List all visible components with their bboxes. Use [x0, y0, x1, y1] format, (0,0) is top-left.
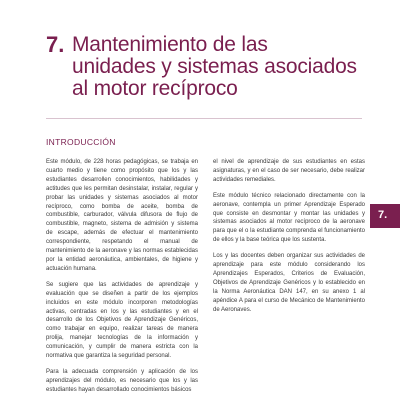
paragraph: Este módulo, de 228 horas pedagógicas, se trabaja en cuarto medio y tiene como propósito que los y las estudiantes desarrollen conocimientos, habilidades y actitudes que les permitan desinstalar, instalar, regular y probar las unidades y sistemas asociados al motor recíproco, como bomba de aceite, bomba de combustible, carburador, válvula difusora de flujo de combustible, magneto, sistema de admisión y sistema de escape, además de efectuar el mantenimiento correspondiente, respetando el manual de mantenimiento de la aeronave y las normas establecidas por la entidad aeronáutica, ambientales, de higiene y actuación humana. — [46, 159, 198, 272]
chapter-title-line-3: al motor recíproco — [72, 77, 238, 100]
chapter-title — [72, 34, 392, 100]
side-tab-label: 7. — [378, 209, 388, 221]
paragraph: Se sugiere que las actividades de aprendizaje y evaluación que se diseñen a partir de los ejemplos incluidos en este módulo incorporen metodologías activas, centradas en los y las estudiantes y en el desarrollo de los Objetivos de Aprendizaje Genéricos, como trabajar en equipo, realizar tareas de manera prolija, manejar tecnologías de la información y comunicación, y cumplir de manera estricta con la normativa que garantiza la seguridad personal. — [46, 281, 198, 360]
chapter-number: 7. — [46, 32, 65, 57]
left-column — [46, 158, 198, 402]
right-column — [213, 158, 365, 322]
paragraph: el nivel de aprendizaje de sus estudiantes en estas asignaturas, y en el caso de ser necesario, debe realizar actividades remediales. — [213, 159, 365, 183]
paragraph: Para la adecuada comprensión y aplicación de los aprendizajes del módulo, es necesario que los y las estudiantes hayan desarrollado conocimientos básicos — [46, 368, 198, 393]
paragraph: Los y las docentes deben organizar sus actividades de aprendizaje para este módulo considerando los Aprendizajes Esperados, Criterios de Evaluación, Objetivos de Aprendizaje Genéricos y lo establecido en la Norma Aeronáutica DAN 147, en su anexo 1 al apéndice A para el curso de Mecánico de Mantenimiento de Aeronaves. — [213, 253, 365, 313]
paragraph: Este módulo técnico relacionado directamente con la aeronave, contempla un primer Aprendizaje Esperado que consiste en desmontar y montar las unidades y sistemas asociados al motor recíproco de la aeronave para que el o la estudiante comprenda el funcionamiento de ellos y la base teórica que los sustenta. — [213, 192, 365, 244]
chapter-side-tab — [370, 204, 400, 228]
chapter-title-line-2: unidades y sistemas asociados — [72, 55, 357, 78]
section-heading: INTRODUCCIÓN — [46, 137, 116, 147]
chapter-title-line-1: Mantenimiento de las — [72, 33, 268, 56]
title-divider — [46, 118, 362, 119]
